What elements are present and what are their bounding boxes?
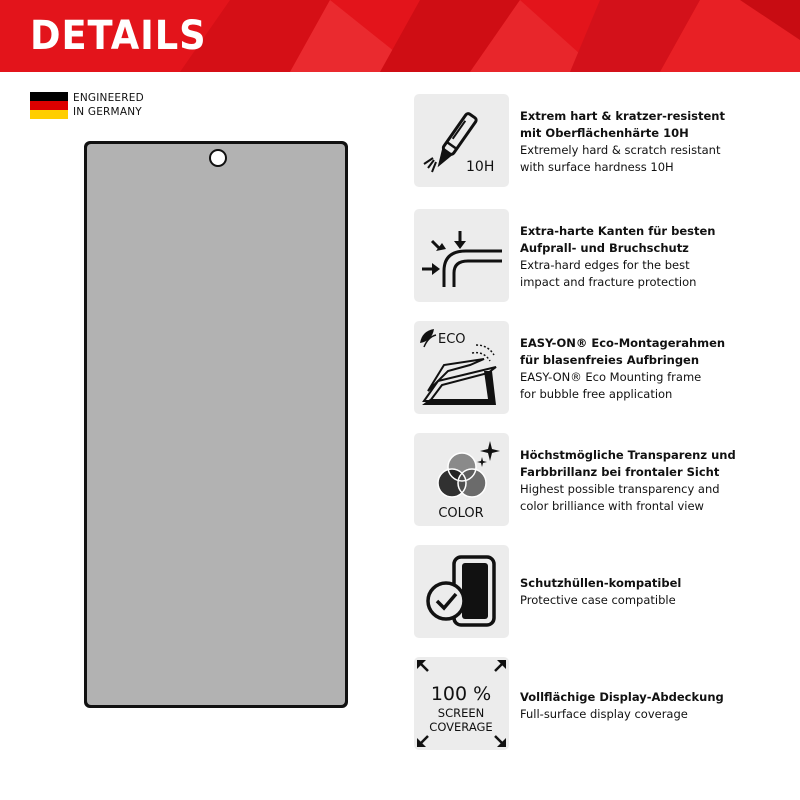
badge-line-2: IN GERMANY <box>73 105 142 118</box>
feature-case-compatible-de-1: Schutzhüllen-kompatibel <box>520 576 682 590</box>
german-flag-icon <box>30 92 68 119</box>
page-title: DETAILS <box>30 13 207 59</box>
feature-case-compatible-en-1: Protective case compatible <box>520 593 676 607</box>
screen-coverage-icon <box>414 657 509 750</box>
feature-screen-coverage <box>414 657 794 752</box>
feature-screen-coverage-de-1: Vollflächige Display-Abdeckung <box>520 690 724 704</box>
badge-line-1: ENGINEERED <box>73 92 144 104</box>
feature-hardness-en-1: Extremely hard & scratch resistant <box>520 143 721 157</box>
feature-edges-text <box>520 223 800 291</box>
scalpel-hardness-icon <box>414 94 509 187</box>
phone-screen-protector-illustration <box>84 141 348 708</box>
impact-edges-icon <box>414 209 509 302</box>
feature-eco-frame-en-2: for bubble free application <box>520 387 673 401</box>
feature-edges-en-2: impact and fracture protection <box>520 275 697 289</box>
engineered-in-germany-badge <box>30 92 190 122</box>
feature-eco-frame-de-1: EASY-ON® Eco-Montagerahmen <box>520 336 726 350</box>
feature-transparency-en-2: color brilliance with frontal view <box>520 499 704 513</box>
svg-text:COVERAGE: COVERAGE <box>429 720 493 734</box>
feature-transparency-de-2: Farbbrillanz bei frontaler Sicht <box>520 465 720 479</box>
feature-eco-frame-en-1: EASY-ON® Eco Mounting frame <box>520 370 702 384</box>
svg-text:SCREEN: SCREEN <box>437 706 485 720</box>
eco-mounting-frame-icon <box>414 321 509 414</box>
camera-cutout <box>209 149 227 167</box>
feature-hardness <box>414 94 794 189</box>
feature-case-compatible <box>414 545 794 640</box>
svg-text:10H: 10H <box>466 159 495 175</box>
feature-hardness-en-2: with surface hardness 10H <box>520 160 674 174</box>
color-transparency-icon <box>414 433 509 526</box>
svg-text:100 %: 100 % <box>430 683 492 705</box>
feature-case-compatible-text <box>520 575 800 609</box>
feature-edges-de-2: Aufprall- und Bruchschutz <box>520 241 689 255</box>
feature-eco-frame-de-2: für blasenfreies Aufbringen <box>520 353 700 367</box>
feature-eco-frame-text <box>520 335 800 403</box>
feature-screen-coverage-text <box>520 689 800 723</box>
feature-hardness-text <box>520 108 800 176</box>
feature-transparency-en-1: Highest possible transparency and <box>520 482 720 496</box>
case-compatible-icon <box>414 545 509 638</box>
feature-edges-en-1: Extra-hard edges for the best <box>520 258 690 272</box>
feature-hardness-de-2: mit Oberflächenhärte 10H <box>520 126 689 140</box>
feature-transparency-de-1: Höchstmögliche Transparenz und <box>520 448 736 462</box>
header-banner <box>0 0 800 72</box>
svg-text:ECO: ECO <box>438 332 466 347</box>
feature-screen-coverage-en-1: Full-surface display coverage <box>520 707 688 721</box>
badge-text <box>73 92 144 119</box>
feature-edges-de-1: Extra-harte Kanten für besten <box>520 224 716 238</box>
feature-eco-frame <box>414 321 794 416</box>
feature-hardness-de-1: Extrem hart & kratzer-resistent <box>520 109 725 123</box>
svg-text:COLOR: COLOR <box>438 506 484 521</box>
feature-transparency <box>414 433 794 528</box>
feature-transparency-text <box>520 447 800 515</box>
privacy-screen <box>87 144 345 705</box>
feature-edges <box>414 209 794 304</box>
